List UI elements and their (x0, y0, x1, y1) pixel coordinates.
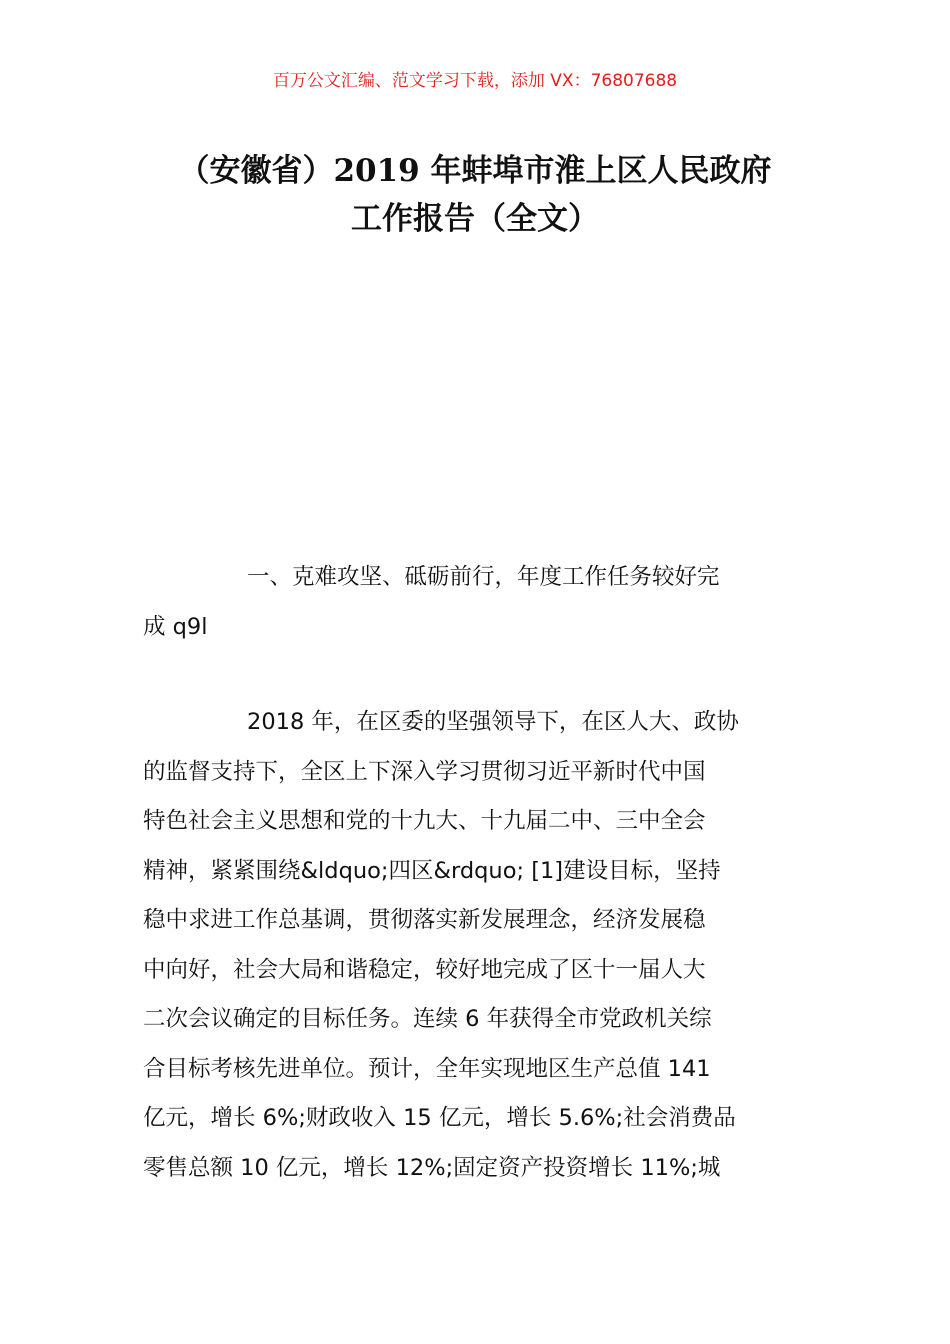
paragraph-line: 亿元，增长 6%;财政收入 15 亿元，增长 5.6%;社会消费品 (143, 1105, 736, 1131)
paragraph-line: 精神，紧紧围绕&ldquo;四区&rdquo; [1]建设目标，坚持 (143, 857, 721, 884)
header-promo-note: 百万公文汇编、范文学习下载，添加 VX：76807688 (272, 71, 678, 91)
paragraph-line: 二次会议确定的目标任务。连续 6 年获得全市党政机关综 (143, 1006, 712, 1032)
paragraph-line: 合目标考核先进单位。预计，全年实现地区生产总值 141 (143, 1055, 711, 1082)
paragraph-line: 特色社会主义思想和党的十九大、十九届二中、三中全会 (143, 808, 706, 834)
paragraph-line: 中向好，社会大局和谐稳定，较好地完成了区十一届人大 (143, 956, 706, 983)
title-line-2: 工作报告（全文） (351, 201, 599, 237)
title-line-1: （安徽省）2019 年蚌埠市淮上区人民政府 (178, 153, 772, 189)
section-heading-line-2: 成 q9l (143, 613, 208, 640)
body-paragraph (143, 698, 808, 1193)
document-title (110, 147, 840, 243)
paragraph-line: 2018 年，在区委的坚强领导下，在区人大、政协 (247, 709, 739, 735)
paragraph-line: 稳中求进工作总基调，贯彻落实新发展理念，经济发展稳 (143, 907, 706, 933)
section-heading (143, 553, 808, 652)
section-heading-line-1: 一、克难攻坚、砥砺前行，年度工作任务较好完 (247, 564, 720, 590)
paragraph-line: 的监督支持下，全区上下深入学习贯彻习近平新时代中国 (143, 758, 706, 785)
paragraph-line: 零售总额 10 亿元，增长 12%;固定资产投资增长 11%;城 (143, 1154, 721, 1181)
